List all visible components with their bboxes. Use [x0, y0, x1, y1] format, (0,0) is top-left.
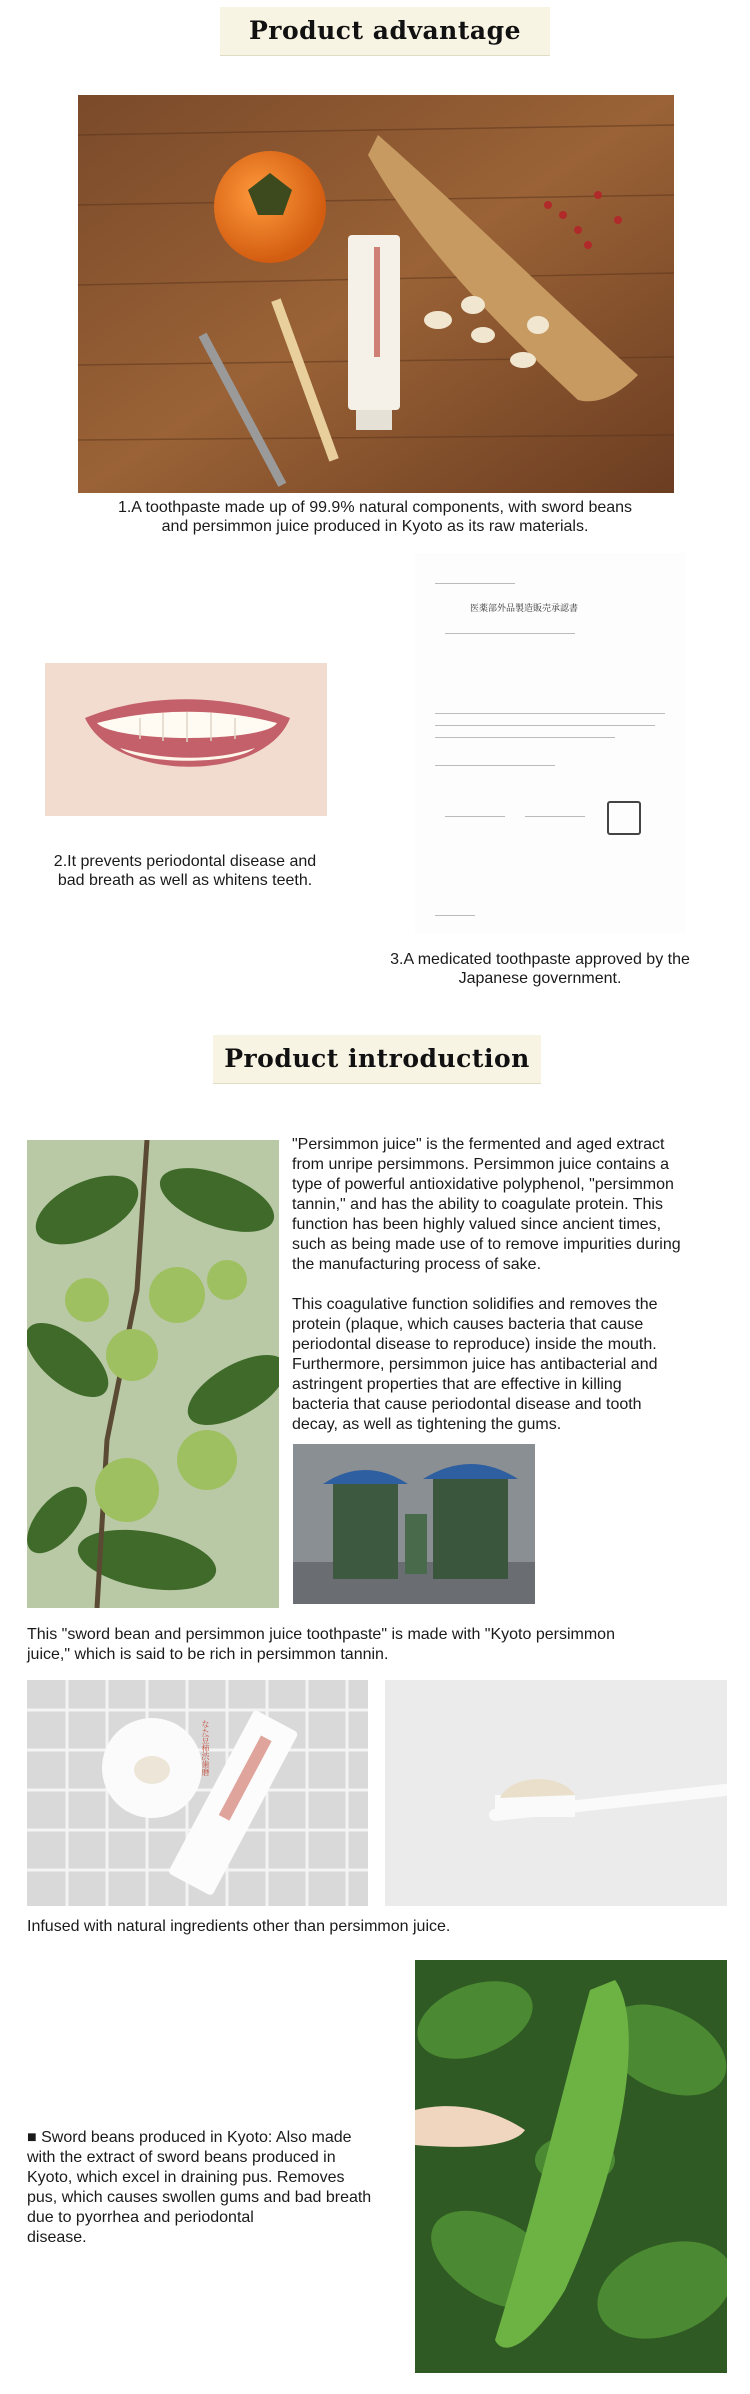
intro-paragraph-1-line: function has been highly valued since ancient times,: [292, 1216, 662, 1233]
sword-bean-paragraph-line: Kyoto, which excel in draining pus. Removes: [27, 2169, 345, 2186]
intro-paragraph-2-line: astringent properties that are effective in killing: [292, 1376, 622, 1393]
advantage-caption-1: [40, 498, 710, 536]
intro-paragraph-3: [27, 1625, 727, 1665]
intro-paragraph-1: [292, 1135, 732, 1275]
intro-paragraph-2: [292, 1295, 732, 1435]
fermentation-tanks-photo: [293, 1444, 535, 1604]
advantage-caption-3: [370, 950, 710, 988]
intro-paragraph-2-line: This coagulative function solidifies and removes the: [292, 1296, 658, 1313]
sword-bean-plant-photo: [415, 1960, 727, 2373]
approval-certificate: [415, 553, 685, 933]
certificate-title: 医薬部外品製造販売承認書: [470, 604, 579, 614]
intro-paragraph-1-line: from unripe persimmons. Persimmon juice contains a: [292, 1156, 670, 1173]
green-tank: [323, 1470, 408, 1579]
intro-paragraph-1-line: tannin," and has the ability to coagulate protein. This: [292, 1196, 663, 1213]
advantage-caption-1-line-1: 1.A toothpaste made up of 99.9% natural components, with sword beans: [117, 499, 633, 516]
sword-bean-paragraph: [27, 2128, 417, 2248]
intro-paragraph-2-line: decay, as well as tightening the gums.: [292, 1416, 562, 1433]
intro-paragraph-1-line: "Persimmon juice" is the fermented and aged extract: [292, 1136, 665, 1153]
advantage-caption-1-line-2: and persimmon juice produced in Kyoto as its raw materials.: [161, 518, 589, 535]
toothpaste-on-tiles-photo: [27, 1680, 368, 1906]
intro-paragraph-1-line: type of powerful antioxidative polyphenol, "persimmon: [292, 1176, 674, 1193]
sword-bean-paragraph-line: pus, which causes swollen gums and bad breath: [27, 2189, 372, 2206]
advantage-caption-2-line-1: 2.It prevents periodontal disease and: [53, 853, 317, 870]
section-heading-advantage: Product advantage: [220, 7, 550, 56]
advantage-caption-2-line-2: bad breath as well as whitens teeth.: [57, 872, 313, 889]
intro-paragraph-3-line-1: This "sword bean and persimmon juice toothpaste" is made with "Kyoto persimmon: [27, 1626, 615, 1643]
green-tank: [423, 1464, 518, 1579]
sword-bean-paragraph-line: due to pyorrhea and periodontal: [27, 2209, 254, 2226]
hero-product-photo: [78, 95, 674, 493]
toothbrush-paste-photo: [385, 1680, 727, 1906]
sword-bean-paragraph-line: ■ Sword beans produced in Kyoto: Also made: [27, 2129, 352, 2146]
advantage-caption-2: [25, 852, 345, 890]
persimmon-tree-photo: [27, 1140, 279, 1608]
section-heading-introduction: Product introduction: [213, 1035, 541, 1084]
intro-paragraph-3-line-2: juice," which is said to be rich in persimmon tannin.: [27, 1646, 389, 1663]
intro-paragraph-2-line: bacteria that cause periodontal disease and tooth: [292, 1396, 642, 1413]
infused-text: Infused with natural ingredients other than persimmon juice.: [27, 1918, 451, 1935]
advantage-caption-3-line-2: Japanese government.: [458, 970, 622, 987]
certificate-seal: [607, 801, 641, 835]
tube-label-text: なた豆柿渋歯磨: [201, 1720, 210, 1776]
intro-paragraph-2-line: periodontal disease to reproduce) inside the mouth.: [292, 1336, 657, 1353]
sword-bean-paragraph-line: with the extract of sword beans produced in: [27, 2149, 336, 2166]
intro-paragraph-2-line: protein (plaque, which causes bacteria that cause: [292, 1316, 644, 1333]
intro-paragraph-2-line: Furthermore, persimmon juice has antibacterial and: [292, 1356, 658, 1373]
toothpaste-tube: [348, 235, 400, 430]
sword-bean-paragraph-line: disease.: [27, 2229, 87, 2246]
paste-dish: [102, 1718, 202, 1818]
advantage-caption-3-line-1: 3.A medicated toothpaste approved by the: [390, 951, 690, 968]
intro-paragraph-1-line: such as being made use of to remove impurities during: [292, 1236, 681, 1253]
smile-photo: [45, 663, 327, 816]
intro-paragraph-1-line: the manufacturing process of sake.: [292, 1256, 542, 1273]
persimmon-fruit: [214, 151, 326, 263]
